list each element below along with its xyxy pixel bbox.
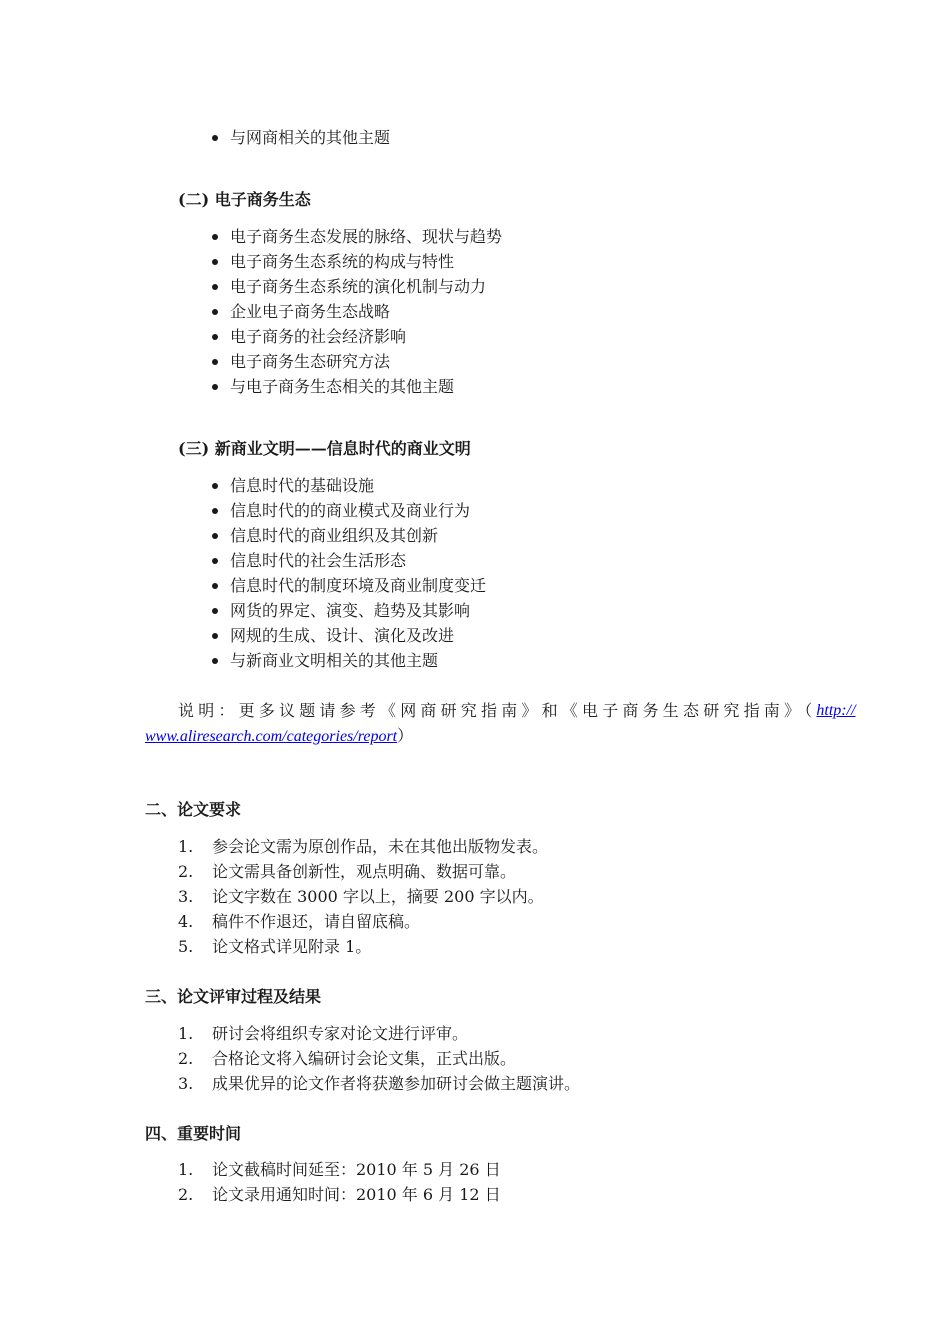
list-item: 2. 论文需具备创新性，观点明确、数据可靠。	[178, 862, 517, 881]
list-item: 4. 稿件不作退还，请自留底稿。	[178, 912, 421, 931]
list-item: 电子商务生态系统的构成与特性	[212, 249, 502, 274]
list-item: 3. 成果优异的论文作者将获邀参加研讨会做主题演讲。	[178, 1074, 581, 1093]
list-item: 与新商业文明相关的其他主题	[212, 648, 486, 673]
note-text: 说明：更多议题请参考《网商研究指南》和《电子商务生态研究指南》（	[178, 701, 817, 720]
section-heading-ecommerce-ecology: (二) 电子商务生态	[178, 190, 311, 209]
list-item: 1. 参会论文需为原创作品，未在其他出版物发表。	[178, 837, 549, 856]
list-item: 与网商相关的其他主题	[212, 125, 390, 150]
list-item: 2. 合格论文将入编研讨会论文集，正式出版。	[178, 1049, 517, 1068]
list-item: 电子商务生态发展的脉络、现状与趋势	[212, 224, 502, 249]
section-heading-important-dates: 四、重要时间	[145, 1124, 242, 1143]
list-item: 2. 论文录用通知时间：2010 年 6 月 12 日	[178, 1185, 501, 1204]
list-item: 信息时代的基础设施	[212, 473, 486, 498]
topics-note	[145, 698, 856, 749]
list-item: 1. 论文截稿时间延至：2010 年 5 月 26 日	[178, 1160, 501, 1179]
list-item: 信息时代的的商业模式及商业行为	[212, 498, 486, 523]
sec1-tail-list	[212, 125, 390, 150]
list-item: 1. 研讨会将组织专家对论文进行评审。	[178, 1024, 469, 1043]
report-link-part1[interactable]: http://	[816, 702, 856, 719]
requirements-list	[178, 834, 548, 959]
report-link-part2[interactable]: www.aliresearch.com/categories/report	[145, 728, 398, 745]
list-item: 信息时代的制度环境及商业制度变迁	[212, 573, 486, 598]
list-item: 3. 论文字数在 3000 字以上，摘要 200 字以内。	[178, 887, 544, 906]
review-list	[178, 1021, 580, 1096]
list-item: 网货的界定、演变、趋势及其影响	[212, 598, 486, 623]
section-heading-requirements: 二、论文要求	[145, 800, 242, 819]
list-item: 信息时代的商业组织及其创新	[212, 523, 486, 548]
list-item: 企业电子商务生态战略	[212, 299, 502, 324]
section-heading-new-business-civilization: (三) 新商业文明——信息时代的商业文明	[178, 439, 471, 458]
list-item: 电子商务生态研究方法	[212, 349, 502, 374]
list-item: 5. 论文格式详见附录 1。	[178, 937, 372, 956]
note-close: ）	[397, 726, 414, 745]
dates-list	[178, 1157, 501, 1207]
sec3-list	[212, 473, 486, 673]
section-heading-review: 三、论文评审过程及结果	[145, 987, 322, 1006]
sec2-list	[212, 224, 502, 399]
list-item: 电子商务生态系统的演化机制与动力	[212, 274, 502, 299]
list-item: 信息时代的社会生活形态	[212, 548, 486, 573]
list-item: 网规的生成、设计、演化及改进	[212, 623, 486, 648]
list-item: 电子商务的社会经济影响	[212, 324, 502, 349]
list-item: 与电子商务生态相关的其他主题	[212, 374, 502, 399]
